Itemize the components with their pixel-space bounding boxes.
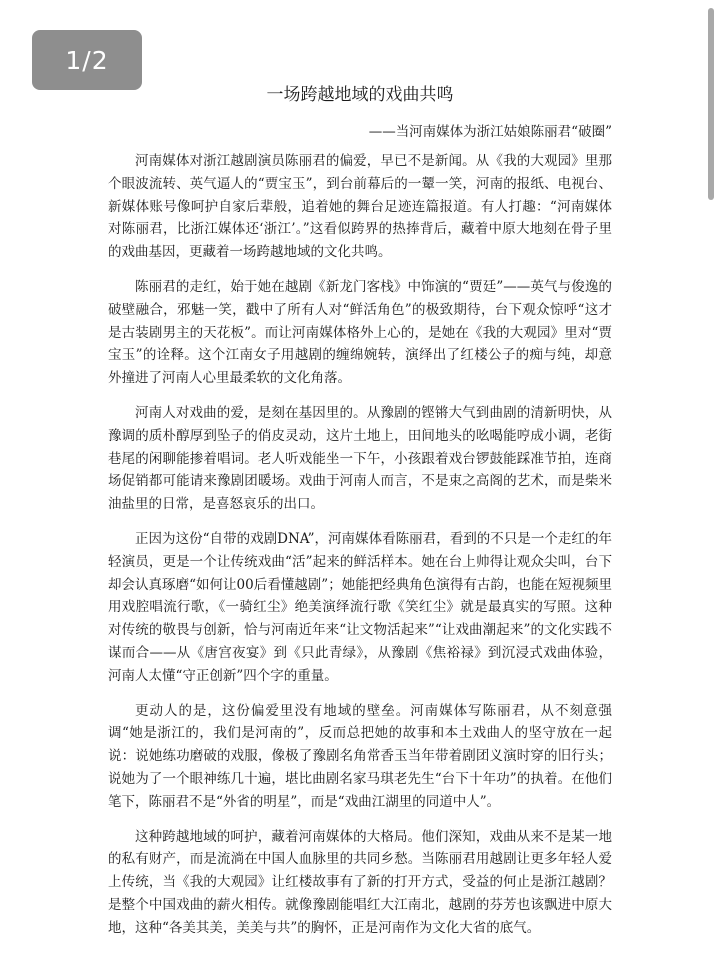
paragraph: 正因为这份“自带的戏剧DNA”，河南媒体看陈丽君，看到的不只是一个走红的年轻演员，更是一个让传统戏曲“活”起来的鲜活样本。她在台上帅得让观众尖叫，台下却会认真琢磨“如何让00后看懂越剧”；她能把经典角色演得有古韵，也能在短视频里用戏腔唱流行歌，《一骑红尘》绝美演绎流行歌《笑红尘》就是最真实的写照。这种对传统的敬畏与创新，恰与河南近年来“让文物活起来”“让戏曲潮起来”的文化实践不谋而合——从《唐宫夜宴》到《只此青绿》，从豫剧《焦裕禄》到沉浸式戏曲体验，河南人太懂“守正创新”四个字的重量。 — [108, 530, 612, 684]
document-subtitle: ——当河南媒体为浙江姑娘陈丽君“破圈” — [368, 124, 612, 140]
paragraph: 更动人的是，这份偏爱里没有地域的壁垒。河南媒体写陈丽君，从不刻意强调“她是浙江的，我们是河南的”，反而总把她的故事和本土戏曲人的坚守放在一起说：说她练功磨破的戏服，像极了豫剧名角常香玉当年带着剧团义演时穿的旧行头；说她为了一个眼神练几十遍，堪比曲剧名家马琪老先生“台下十年功”的执着。在他们笔下，陈丽君不是“外省的明星”，而是“戏曲江湖里的同道中人”。 — [108, 702, 612, 810]
page-counter: 1/2 — [32, 30, 142, 90]
paragraph: 陈丽君的走红，始于她在越剧《新龙门客栈》中饰演的“贾廷”——英气与俊逸的破壁融合，邪魅一笑，戳中了所有人对“鲜活角色”的极致期待，台下观众惊呼“这才是古装剧男主的天花板”。而让河南媒体格外上心的，是她在《我的大观园》里对“贾宝玉”的诠释。这个江南女子用越剧的缠绵婉转，演绎出了红楼公子的痴与纯，却意外撞进了河南人心里最柔软的文化角落。 — [108, 278, 612, 387]
document-body — [108, 150, 612, 952]
scrollbar[interactable] — [708, 8, 714, 200]
document-title: 一场跨越地域的戏曲共鸣 — [266, 85, 454, 105]
paragraph: 河南人对戏曲的爱，是刻在基因里的。从豫剧的铿锵大气到曲剧的清新明快，从豫调的质朴醇厚到坠子的俏皮灵动，这片土地上，田间地头的吆喝能哼成小调，老街巷尾的闲聊能掺着唱词。老人听戏能坐一下午，小孩跟着戏台锣鼓能踩准节拍，连商场促销都可能请来豫剧团暖场。戏曲于河南人而言，不是束之高阁的艺术，而是柴米油盐里的日常，是喜怒哀乐的出口。 — [108, 404, 612, 513]
paragraph: 河南媒体对浙江越剧演员陈丽君的偏爱，早已不是新闻。从《我的大观园》里那个眼波流转、英气逼人的“贾宝玉”，到台前幕后的一颦一笑，河南的报纸、电视台、新媒体账号像呵护自家后辈般，追着她的舞台足迹连篇报道。有人打趣：“河南媒体对陈丽君，比浙江媒体还‘浙江’。”这看似跨界的热捧背后，藏着中原大地刻在骨子里的戏曲基因，更藏着一场跨越地域的文化共鸣。 — [108, 153, 612, 261]
paragraph: 这种跨越地域的呵护，藏着河南媒体的大格局。他们深知，戏曲从来不是某一地的私有财产，而是流淌在中国人血脉里的共同乡愁。当陈丽君用越剧让更多年轻人爱上传统，当《我的大观园》让红楼故事有了新的打开方式，受益的何止是浙江越剧？是整个中国戏曲的薪火相传。就像豫剧能唱红大江南北，越剧的芬芳也该飘进中原大地，这种“各美其美，美美与共”的胸怀，正是河南作为文化大省的底气。 — [108, 828, 612, 936]
